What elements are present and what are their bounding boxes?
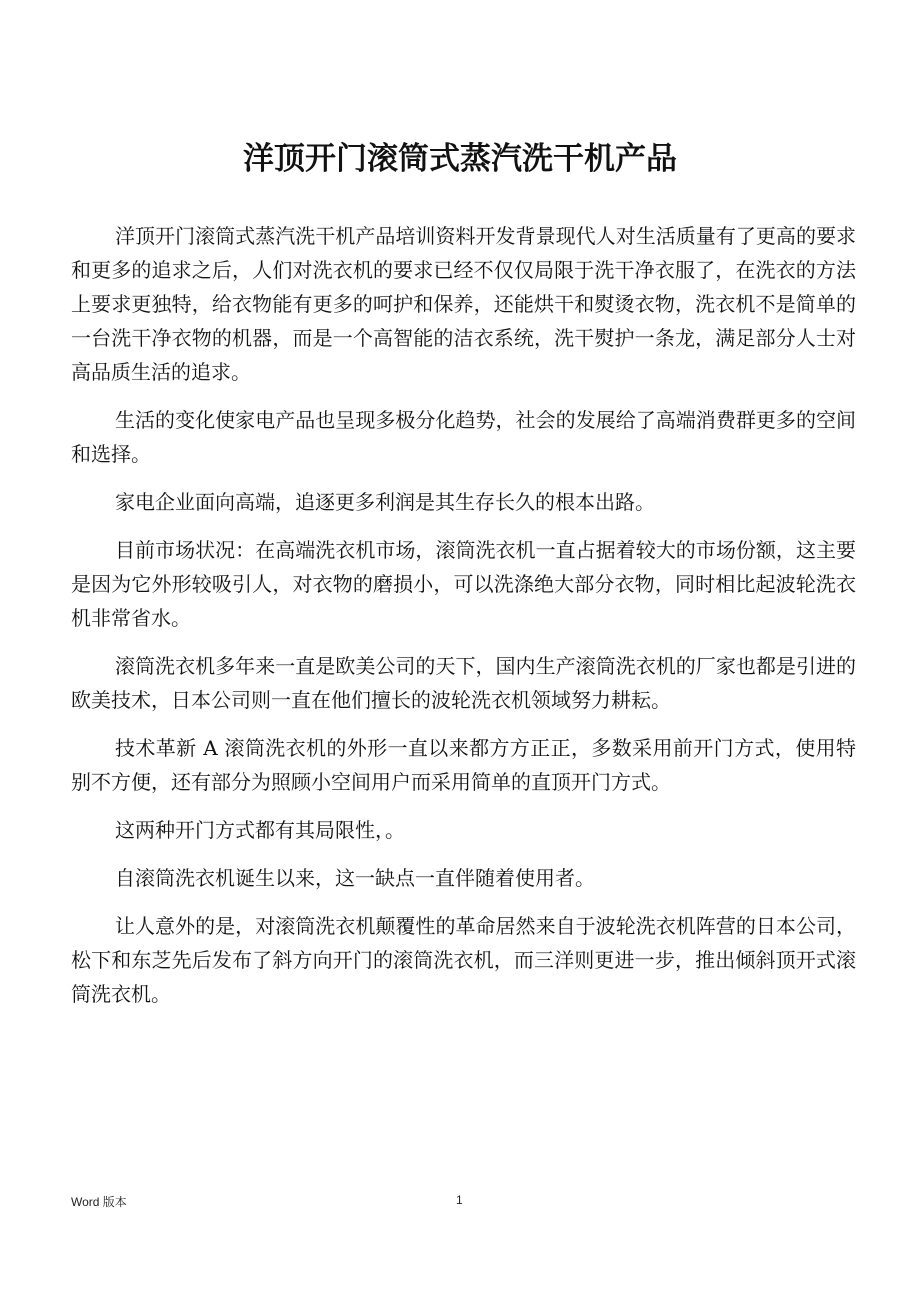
paragraph: 洋顶开门滚筒式蒸汽洗干机产品培训资料开发背景现代人对生活质量有了更高的要求和更多的追求之后，人们对洗衣机的要求已经不仅仅局限于洗干净衣服了，在洗衣的方法上要求更独特，给衣物能有更多的呵护和保养，还能烘干和熨烫衣物，洗衣机不是简单的一台洗干净衣物的机器，而是一个高智能的洁衣系统，洗干熨护一条龙，满足部分人士对高品质生活的追求。 bbox=[71, 224, 856, 384]
paragraph: 自滚筒洗衣机诞生以来，这一缺点一直伴随着使用者。 bbox=[115, 866, 595, 890]
document-title: 洋顶开门滚筒式蒸汽洗干机产品 bbox=[243, 141, 677, 177]
paragraph: 滚筒洗衣机多年来一直是欧美公司的天下，国内生产滚筒洗衣机的厂家也都是引进的欧美技术，日本公司则一直在他们擅长的波轮洗衣机领域努力耕耘。 bbox=[71, 654, 856, 712]
document-body bbox=[71, 219, 856, 1025]
paragraph: 家电企业面向高端，追逐更多利润是其生存长久的根本出路。 bbox=[115, 490, 655, 514]
paragraph: 目前市场状况：在高端洗衣机市场，滚筒洗衣机一直占据着较大的市场份额，这主要是因为它外形较吸引人，对衣物的磨损小，可以洗涤绝大部分衣物，同时相比起波轮洗衣机非常省水。 bbox=[71, 538, 856, 630]
paragraph: 生活的变化使家电产品也呈现多极分化趋势，社会的发展给了高端消费群更多的空间和选择。 bbox=[71, 408, 856, 466]
footer-label: Word 版本 bbox=[71, 1195, 127, 1209]
page-number: 1 bbox=[456, 1193, 463, 1207]
paragraph: 技术革新 A 滚筒洗衣机的外形一直以来都方方正正，多数采用前开门方式，使用特别不方便，还有部分为照顾小空间用户而采用简单的直顶开门方式。 bbox=[71, 736, 856, 794]
paragraph: 让人意外的是，对滚筒洗衣机颠覆性的革命居然来自于波轮洗衣机阵营的日本公司，松下和东芝先后发布了斜方向开门的滚筒洗衣机，而三洋则更进一步，推出倾斜顶开式滚筒洗衣机。 bbox=[71, 914, 856, 1006]
paragraph: 这两种开门方式都有其局限性，。 bbox=[115, 818, 405, 842]
